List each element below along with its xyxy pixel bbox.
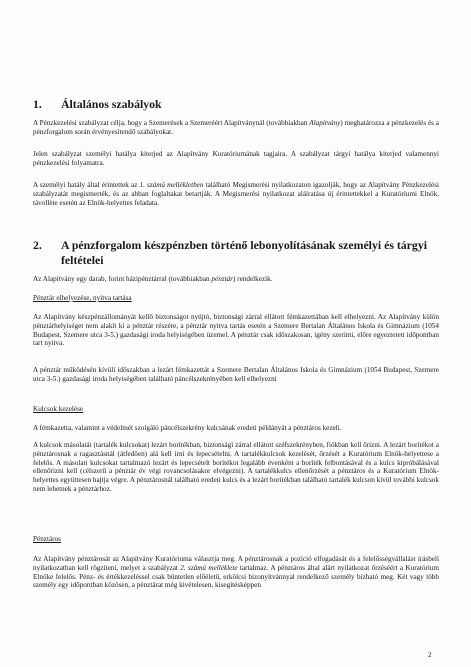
section-1-paragraph-2: Jelen szabályzat személyi hatálya kiterjed az Alapítvány Kuratóriumának tagjaira. A szabályzat tárgyi hatálya kiterjed valamennyi pénzkezelési folyamatra.	[33, 150, 439, 167]
key-management-paragraph-1: A fémkazetta, valamint a védelmét szolgáló páncélszekrény kulcsának eredeti példányát a pénztáros kezeli.	[33, 424, 342, 432]
section-2-title: A pénzforgalom készpénzben történő lebonyolításának személyi és tárgyi feltételei	[61, 238, 427, 267]
section-1-number: 1.	[33, 97, 42, 111]
text-run: Az Alapítvány egy darab, forint házipénztárral (továbbiakban	[33, 275, 212, 283]
text-run: ) rendelkezik.	[232, 275, 273, 283]
section-2-heading	[33, 238, 439, 267]
section-1-paragraph-3	[33, 181, 439, 207]
subheading-key-management: Kulcsok kezelése	[33, 405, 84, 413]
section-1-paragraph-1	[33, 119, 439, 137]
text-run: ) meghatározza a pénzkezelés és a pénzforgalom során érvényesítendő szabályokat.	[33, 119, 439, 136]
page-number: 2	[428, 651, 432, 659]
italic-reference: 1. számú mellékletben	[139, 181, 204, 189]
subheading-cash-desk-location: Pénztár elhelyezése, nyitva tartása	[33, 294, 132, 302]
italic-reference: 2. számú melléklete	[180, 563, 238, 572]
key-management-paragraph-2: A kulcsok másolatát (tartalék kulcsokat) lezárt borítékban, biztonsági zárral ellátott széfszekrényben, fiókban kell őrizni. A lezárt borítékot a pénztárosnak a ragasztásnál (átfedően) alá kell írni és lepecsételni. A tartalékkulcsok kezelését, őrzését a Kuratórium Elnök-helyettese a felelős. A másolati kulcsokat tartalmazó lezárt és lepecsételt borítékot legalább évenként a boríték felbontásával és a kulcs kipróbálásával ellenőrizni kell (célszerű a pénztár év végi rovancsolásakor elvégezni). A tartalékkulcs ellenőrzését a pénztáros és a Kuratórium Elnök-helyettes együttesen hajtja végre. A pénztárosnál található eredeti kulcs és a lezárt borítékban található tartalék kulcson kívül további kulcsok nem lehetnek a pénztárhoz.	[33, 441, 439, 493]
text-run: található Megismerési nyilatkozaton igazolják, hogy az Alapítvány Pénzkezelési szabályzatát megismerték, és az abban foglaltakat betartják. A Megismerési nyilatkozat aláíratása új érintettekkel a Kuratóriumi Elnök, távollète esetén az Elnök-helyettes feladata.	[33, 181, 439, 207]
subheading-cashier: Pénztáros	[33, 535, 61, 543]
cashier-paragraph-1	[33, 555, 439, 590]
cash-desk-location-paragraph-1: Az Alapítvány készpénzállományát kellő biztonságot nyújtó, biztonsági zárral ellátott fémkazettában kell elhelyezni. Az Alapítvány külön pénztárhelyiséget nem alakít ki a pénztár részére, a pénztár nyitva tartás esetén a Szemere Bertalan Általános Iskola és Gimnázium (1054 Budapest, Szemere utca 3-5.) gazdasági iroda helyiségében üzemel. A pénztár csak időszakosan, igény szerinti, előre egyeztetett időpontban tart nyitva.	[33, 313, 439, 348]
text-run: Az Alapítvány pénztárosát az Alapítvány Kuratóriuma választja meg. A pénztárosnak a pozíció elfogadását és a felelősségvállalást írásbeli nyilatkozatban kell rögzíteni, melyet a szabályzat	[33, 555, 439, 572]
section-1-heading	[33, 97, 439, 112]
text-run: A Pénzkezelési szabályzat célja, hogy a Szemerések a Szemeréért Alapítványnál (továbbiakban	[33, 119, 310, 127]
text-run: A személyi hatály által érintettek az	[33, 181, 140, 189]
italic-term: Alapítvány	[309, 119, 341, 127]
cash-desk-location-paragraph-2: A pénztár működésén kívüli időszakban a lezárt fémkazettát a Szemere Bertalan Általános Iskola és Gimnázium (1054 Budapest, Szemere utca 3-5.) gazdasági iroda helyiségében található páncélszekrényében kell elhelyezni	[33, 366, 439, 383]
italic-term: pénztár	[211, 275, 233, 283]
section-1-title: Általános szabályok	[61, 97, 162, 111]
section-2-intro	[33, 275, 439, 284]
text-run: tartalmaz. A pénztáros által alárt nyilatkozat őrzéséért a Kuratórium Elnöke felelős. Pénz- és értékkezeléssel csak büntetlen előéletű, erkölcsi bizonyítvánnyal rendelkező személy bízható meg. Két vagy több személy egy időpontban közösen, a pénztárat még kivételesen, kisegítésképpen	[33, 563, 440, 590]
section-2-number: 2.	[33, 238, 42, 252]
